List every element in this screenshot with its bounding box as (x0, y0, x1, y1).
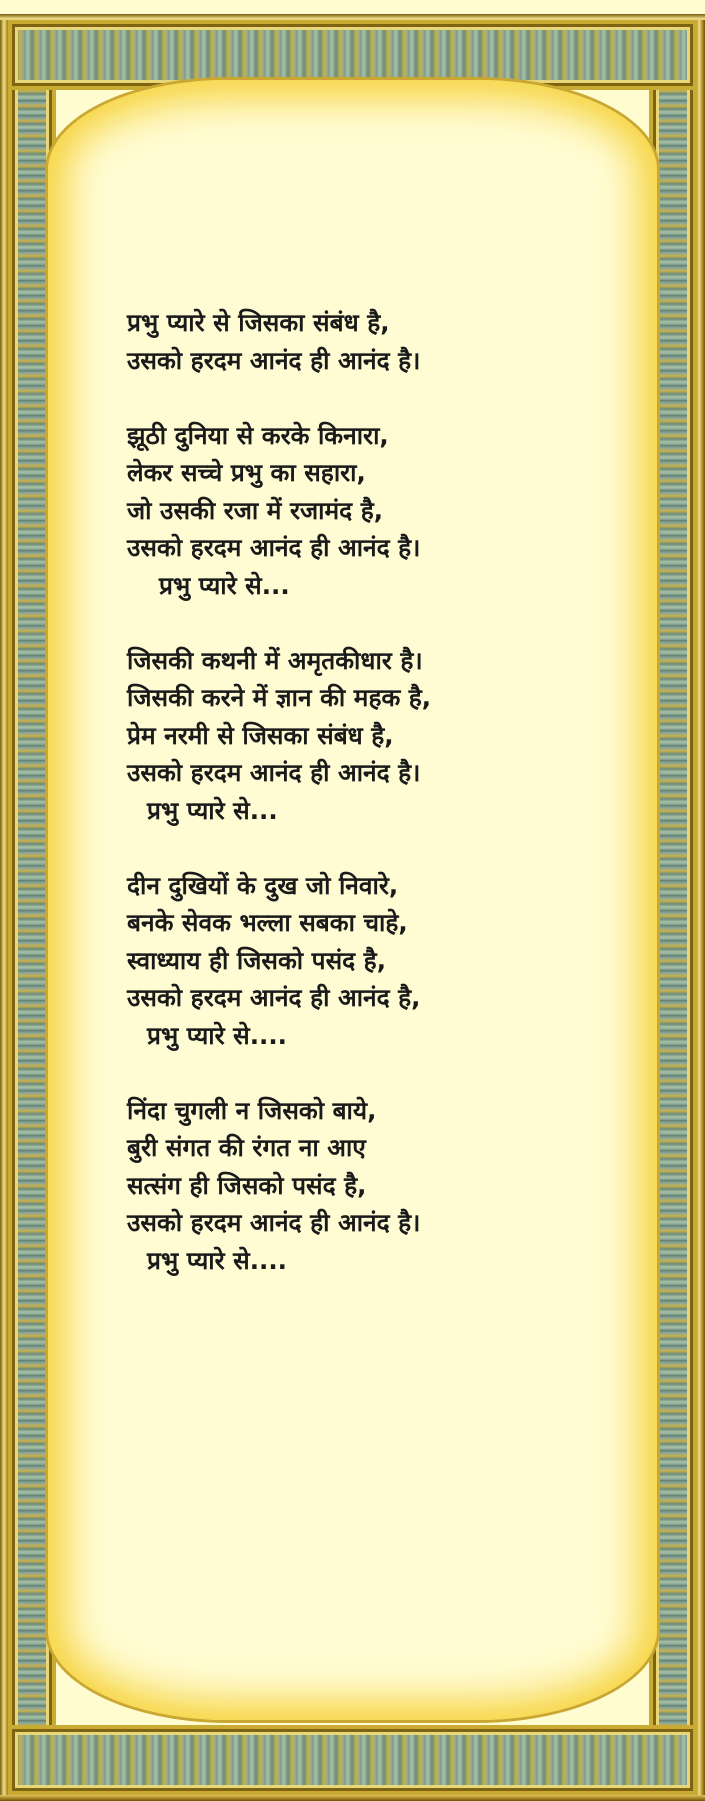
poem-line: बनके सेवक भल्ला सबका चाहे, (127, 908, 408, 937)
poem-line: सत्संग ही जिसको पसंद है, (127, 1170, 367, 1200)
poem-line: झूठी दुनिया से करके किनारा, (127, 420, 389, 450)
refrain-line: प्रभु प्यारे से... (159, 570, 290, 600)
stanza-2 (127, 417, 597, 605)
poem-line: उसको हरदम आनंद ही आनंद है। (127, 533, 421, 562)
poem-text (127, 304, 597, 1317)
poem-line: जिसकी करने में ज्ञान की महक है, (127, 683, 432, 712)
poem-line: निंदा चुगली न जिसको बाये, (127, 1095, 377, 1125)
poem-line: लेकर सच्चे प्रभु का सहारा, (127, 458, 366, 487)
poem-line: प्रभु प्यारे से जिसका संबंध है, (127, 308, 390, 337)
refrain-line: प्रभु प्यारे से.... (147, 1020, 287, 1050)
stanza-5 (127, 1092, 597, 1280)
ornamental-border-bottom (8, 1725, 697, 1795)
poem-line: उसको हरदम आनंद ही आनंद है। (127, 345, 421, 375)
poem-line: उसको हरदम आनंद ही आनंद है। (127, 1208, 421, 1237)
poem-line: उसको हरदम आनंद ही आनंद है, (127, 983, 421, 1012)
poem-line: बुरी संगत की रंगत ना आए (127, 1133, 366, 1162)
stanza-3 (127, 642, 597, 830)
poem-line: जिसकी कथनी में अमृतकीधार है। (127, 645, 423, 675)
refrain-line: प्रभु प्यारे से.... (147, 1245, 287, 1275)
stanza-1 (127, 304, 597, 379)
refrain-line: प्रभु प्यारे से... (147, 795, 278, 825)
poem-line: दीन दुखियों के दुख जो निवारे, (127, 870, 399, 900)
poem-line: उसको हरदम आनंद ही आनंद है। (127, 758, 421, 787)
poem-line: स्वाध्याय ही जिसको पसंद है, (127, 945, 386, 975)
poem-line: प्रेम नरमी से जिसका संबंध है, (127, 720, 394, 750)
stanza-4 (127, 867, 597, 1055)
poem-line: जो उसकी रजा में रजामंद है, (127, 495, 384, 525)
